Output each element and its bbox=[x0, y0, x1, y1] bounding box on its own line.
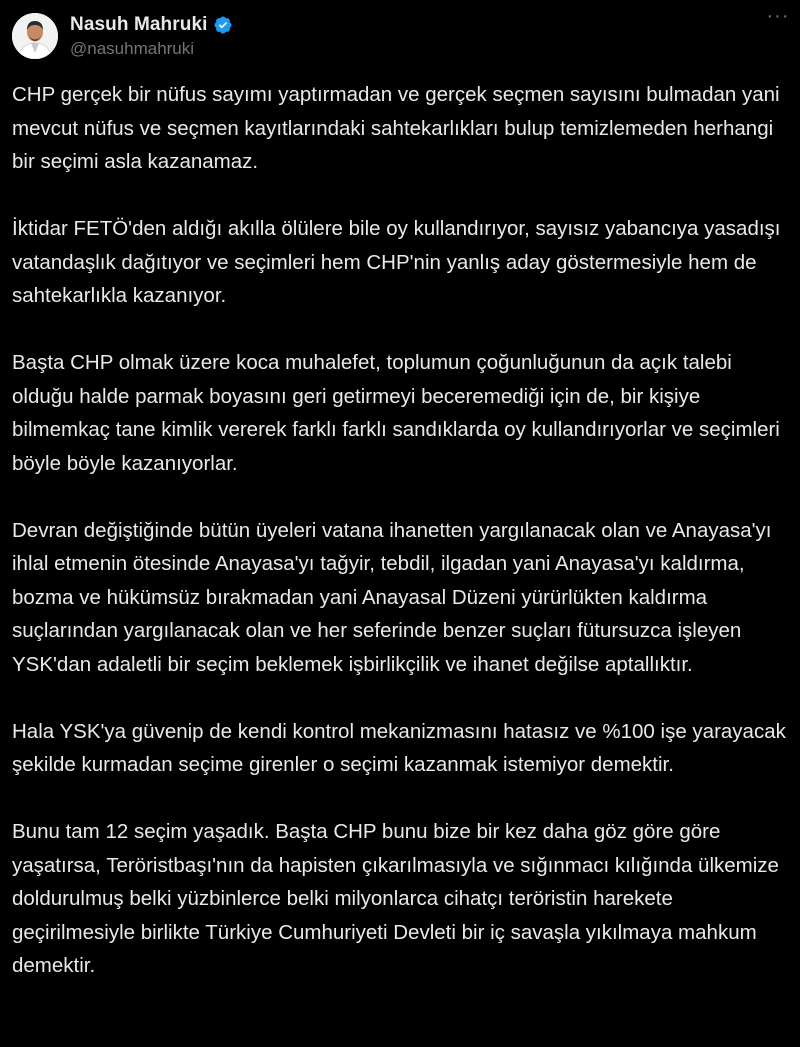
avatar[interactable] bbox=[12, 13, 58, 59]
author-name-row bbox=[70, 14, 233, 36]
tweet-text bbox=[12, 78, 788, 983]
tweet-paragraph-6: Bunu tam 12 seçim yaşadık. Başta CHP bunu bize bir kez daha göz göre göre yaşatırsa, Teröristbaşı'nın da hapisten çıkarılmasıyla ve sığınmacı kılığında ülkemize doldurulmuş belki yüzbinlerce belki milyonlarca cihatçı teröristin harekete geçirilmesiyle birlikte Türkiye Cumhuriyeti Devleti bir iç savaşla yıkılmaya mahkum demektir. bbox=[12, 820, 779, 977]
tweet-paragraph-5: Hala YSK'ya güvenip de kendi kontrol mekanizmasını hatasız ve %100 işe yarayacak şekilde kurmadan seçime girenler o seçimi kazanmak istemiyor demektir. bbox=[12, 719, 786, 776]
tweet-paragraph-2: İktidar FETÖ'den aldığı akılla ölülere bile oy kullandırıyor, sayısız yabancıya yasadışı vatandaşlık dağıtıyor ve seçimleri hem CHP'nin yanlış aday göstermesiyle hem de sahtekarlıkla kazanıyor. bbox=[12, 217, 781, 307]
tweet-header bbox=[12, 8, 788, 64]
more-horizontal-icon[interactable]: ··· bbox=[766, 4, 790, 27]
author-handle[interactable]: @nasuhmahruki bbox=[70, 38, 195, 58]
tweet-paragraph-3: Başta CHP olmak üzere koca muhalefet, toplumun çoğunluğunun da açık talebi olduğu halde parmak boyasını geri getirmeyi beceremediği için de, bir kişiye bilmemkaç tane kimlik vererek farklı farklı sandıklarda oy kullandırıyorlar ve seçimleri böyle böyle kazanıyorlar. bbox=[12, 351, 780, 475]
verified-badge-icon bbox=[213, 15, 233, 35]
author-names bbox=[70, 14, 233, 59]
tweet-paragraph-4: Devran değiştiğinde bütün üyeleri vatana ihanetten yargılanacak olan ve Anayasa'yı ihlal etmenin ötesinde Anayasa'yı tağyir, tebdil, ilgadan yani Anayasa'yı kaldırma, bozma ve hükümsüz bırakmadan yani Anayasal Düzeni yürürlükten kaldırma suçlarından yargılanacak olan ve her seferinde benzer suçları fütursuzca işleyen YSK'dan adaletli bir seçim beklemek işbirlikçilik ve ihanet değilse aptallıktır. bbox=[12, 518, 772, 676]
tweet-paragraph-1: CHP gerçek bir nüfus sayımı yaptırmadan ve gerçek seçmen sayısını bulmadan yani mevcut nüfus ve seçmen kayıtlarındaki sahtekarlıkları bulup temizlemeden herhangi bir seçimi asla kazanamaz. bbox=[12, 83, 780, 173]
avatar-photo-icon bbox=[12, 13, 58, 59]
author-display-name[interactable]: Nasuh Mahruki bbox=[70, 13, 208, 35]
